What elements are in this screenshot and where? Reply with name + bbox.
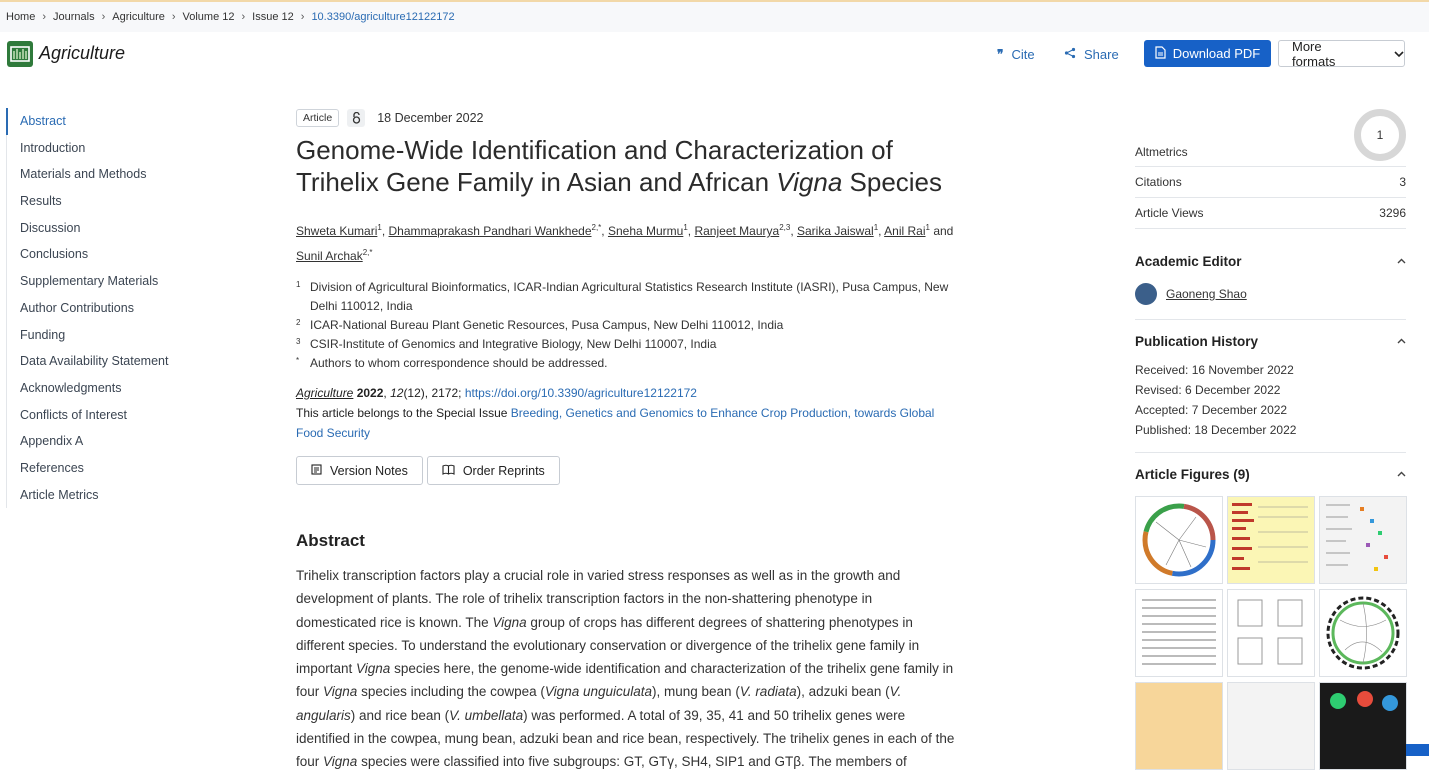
affiliation-item [296,354,966,373]
abstract-heading: Abstract [296,531,365,550]
affiliation-number: 3 [296,337,301,346]
academic-editor [1135,283,1406,320]
editor-name-link[interactable]: Gaoneng Shao [1166,287,1247,301]
chevron-up-icon [1397,256,1406,267]
author-link[interactable]: Ranjeet Maurya [694,224,780,238]
chevron-right-icon: › [171,11,176,23]
journal-title[interactable]: Agriculture [39,43,126,63]
altmetrics-label: Altmetrics [1135,145,1188,159]
publication-history-heading: Publication History [1135,334,1259,349]
article-figures-header[interactable] [1135,467,1406,482]
nav-item-conflicts[interactable]: Conflicts of Interest [20,407,127,422]
figure-thumbnail[interactable] [1319,682,1407,770]
special-issue-note [296,403,956,443]
title-italic: Vigna [776,167,843,197]
altmetric-score: 1 [1376,128,1384,142]
open-access-icon [347,109,365,127]
citations-count: 3 [1399,175,1406,189]
figure-thumbnail[interactable] [1135,589,1223,677]
nav-item-references[interactable]: References [20,460,84,475]
nav-item-data-availability[interactable]: Data Availability Statement [20,354,169,369]
chevron-right-icon: › [101,11,106,23]
figure-thumbnail[interactable] [1227,496,1315,584]
special-issue-prefix: This article belongs to the Special Issue [296,406,511,420]
citations-label: Citations [1135,175,1182,189]
affiliation-number: 1 [296,280,301,289]
nav-item-appendix-a[interactable]: Appendix A [20,434,84,449]
figure-thumbnail[interactable] [1227,589,1315,677]
cite-label: Cite [1011,46,1035,62]
author-link[interactable]: Dhammaprakash Pandhari Wankhede [388,224,592,238]
article-sidebar [1135,108,1406,770]
altmetrics-row [1135,108,1406,167]
history-accepted: Accepted: 7 December 2022 [1135,403,1288,417]
nav-item-funding[interactable]: Funding [20,327,66,342]
nav-item-acknowledgments[interactable]: Acknowledgments [20,380,122,395]
author-link[interactable]: Sarika Jaiswal [796,224,874,238]
affiliation-item [296,278,966,316]
article-meta-row [296,107,966,129]
title-text: Genome-Wide Identification and Characterization of Trihelix Gene Family in Asian and African [296,135,893,197]
nav-item-abstract[interactable]: Abstract [6,108,237,135]
author-affiliation: 2,3 [779,223,791,232]
breadcrumb [0,0,1429,32]
cite-button[interactable] [997,41,1035,67]
figure-thumbnail[interactable] [1319,496,1407,584]
avatar [1135,283,1157,305]
views-row [1135,198,1406,229]
history-received: Received: 16 November 2022 [1135,363,1294,377]
chevron-up-icon [1397,469,1406,480]
author-list: Shweta Kumari$^1$, Dhammaprakash Pandhari Wankhede$^{2,*}$, Sneha Murmu$^1$, Ranjeet Maurya$^{2,3}$, Sarika Jaiswal$^1$, Anil Rai$^1$ and Sunil Archak$^{2,*}$ [296,223,954,263]
publication-history [1135,360,1406,453]
nav-item-discussion[interactable]: Discussion [20,220,81,235]
academic-editor-heading: Academic Editor [1135,254,1242,269]
affiliation-number: * [296,356,300,365]
article-type-badge: Article [296,109,339,127]
pdf-icon [1155,46,1166,62]
figure-thumbnail[interactable] [1319,589,1407,677]
history-published: Published: 18 December 2022 [1135,423,1297,437]
figure-thumbnail[interactable] [1135,496,1223,584]
breadcrumb-journals[interactable]: Journals [53,11,95,23]
feedback-tab[interactable] [1406,744,1429,756]
share-button[interactable] [1064,41,1119,67]
affiliation-number: 2 [296,318,301,327]
order-reprints-label: Order Reprints [462,463,545,478]
author-and: and [933,224,954,238]
citation-volume: 12 [390,386,404,400]
nav-item-results[interactable]: Results [20,194,62,209]
more-formats-label: More formats [1292,38,1336,69]
title-text-end: Species [842,167,943,197]
breadcrumb-doi[interactable]: 10.3390/agriculture12122172 [311,11,455,23]
affiliation-text: ICAR-National Bureau Plant Genetic Resources, Pusa Campus, New Delhi 110012, India [310,318,784,332]
chevron-down-icon [1394,46,1404,61]
views-label: Article Views [1135,206,1204,220]
version-notes-label: Version Notes [330,463,408,478]
share-label: Share [1084,46,1119,62]
version-notes-button[interactable] [296,456,423,485]
breadcrumb-home[interactable]: Home [6,11,36,23]
author-affiliation: 1 [925,223,930,232]
nav-item-materials-methods[interactable]: Materials and Methods [20,167,147,182]
affiliation-text: Authors to whom correspondence should be addressed. [310,356,608,370]
author-link[interactable]: Anil Rai [884,224,926,238]
doi-link[interactable]: https://doi.org/10.3390/agriculture12122172 [464,386,697,400]
chevron-right-icon: › [241,11,246,23]
notes-icon [311,464,322,478]
download-pdf-button[interactable] [1144,40,1271,67]
affiliation-text: CSIR-Institute of Genomics and Integrative Biology, New Delhi 110007, India [310,337,717,351]
author-affiliation: 2,* [362,248,373,257]
altmetric-donut[interactable] [1354,109,1406,161]
breadcrumb-issue[interactable]: Issue 12 [252,11,294,23]
figure-thumbnail[interactable] [1227,682,1315,770]
publication-date: 18 December 2022 [377,111,484,125]
section-nav [6,108,237,508]
article-main [296,107,966,774]
chevron-right-icon: › [300,11,305,23]
special-issue-link[interactable]: Breeding, Genetics and Genomics to Enhance Crop Production, towards Global Food Security [296,406,935,440]
academic-editor-header[interactable] [1135,254,1406,269]
breadcrumb-volume[interactable]: Volume 12 [182,11,235,23]
affiliation-item [296,335,966,354]
chevron-up-icon [1397,336,1406,347]
order-reprints-button[interactable] [427,456,560,485]
author-affiliation: 1 [683,223,688,232]
download-pdf-label: Download PDF [1172,46,1261,61]
nav-item-article-metrics[interactable]: Article Metrics [20,487,99,502]
quote-icon: ❞ [997,47,1004,61]
nav-item-introduction[interactable]: Introduction [20,140,86,155]
nav-item-author-contributions[interactable]: Author Contributions [20,300,134,315]
history-revised: Revised: 6 December 2022 [1135,383,1281,397]
article-title [296,134,956,198]
share-icon [1064,47,1076,62]
chevron-right-icon: › [42,11,47,23]
citations-row [1135,167,1406,198]
author-affiliation: 1 [873,223,879,232]
author-link[interactable]: Sneha Murmu [607,224,684,238]
author-affiliation: 2,* [591,223,602,232]
author-link[interactable]: Sunil Archak [296,249,363,263]
affiliation-item [296,316,966,335]
figure-thumbnail[interactable] [1135,682,1223,770]
journal-logo[interactable] [7,41,33,67]
figure-thumbnail-grid [1135,496,1406,770]
nav-item-conclusions[interactable]: Conclusions [20,247,89,262]
citation-issue-pages: (12), 2172; [403,386,465,400]
more-formats-dropdown[interactable] [1278,40,1405,67]
views-count: 3296 [1379,206,1406,220]
abstract-text: Trihelix transcription factors play a crucial role in varied stress responses as well as in the growth and development of plants. The role of trihelix transcription factors in the non-shattering phenotype in domesticated rice is known. The Vigna group of crops has different degrees of shattering phenotypes in different species. To understand the evolutionary conservation or divergence of the trihelix gene family in important Vigna species here, the genome-wide identification and characterization of the trihelix gene family in four Vigna species including the cowpea (Vigna unguiculata), mung bean (V. radiata), adzuki bean (V. angularis) and rice bean (V. umbellata) was performed. A total of 39, 35, 41 and 50 trihelix genes were identified in the cowpea, mung bean, adzuki bean and rice bean, respectively. The trihelix genes in each of the four Vigna species were classified into five subgroups: GT, GTγ, SH4, SIP1 and GTβ. The members of [296,568,955,770]
citation-year: 2022 [356,386,384,400]
citation-line: Agriculture 2022, 12(12), 2172; https://doi.org/10.3390/agriculture12122172 [296,386,697,400]
affiliation-list [296,278,966,373]
journal-header [0,32,1429,76]
publication-history-header[interactable] [1135,334,1406,349]
affiliation-text: Division of Agricultural Bioinformatics, ICAR-Indian Agricultural Statistics Research Institute (IASRI), Pusa Campus, New Delhi 110012, India [310,280,949,313]
article-figures-heading: Article Figures (9) [1135,467,1250,482]
citation-journal[interactable]: Agriculture [296,386,354,400]
book-icon [442,464,455,478]
article-actions [296,456,966,485]
author-link[interactable]: Shweta Kumari [296,224,378,238]
breadcrumb-agriculture[interactable]: Agriculture [112,11,165,23]
author-affiliation: 1 [377,223,382,232]
nav-item-supplementary[interactable]: Supplementary Materials [20,274,159,289]
